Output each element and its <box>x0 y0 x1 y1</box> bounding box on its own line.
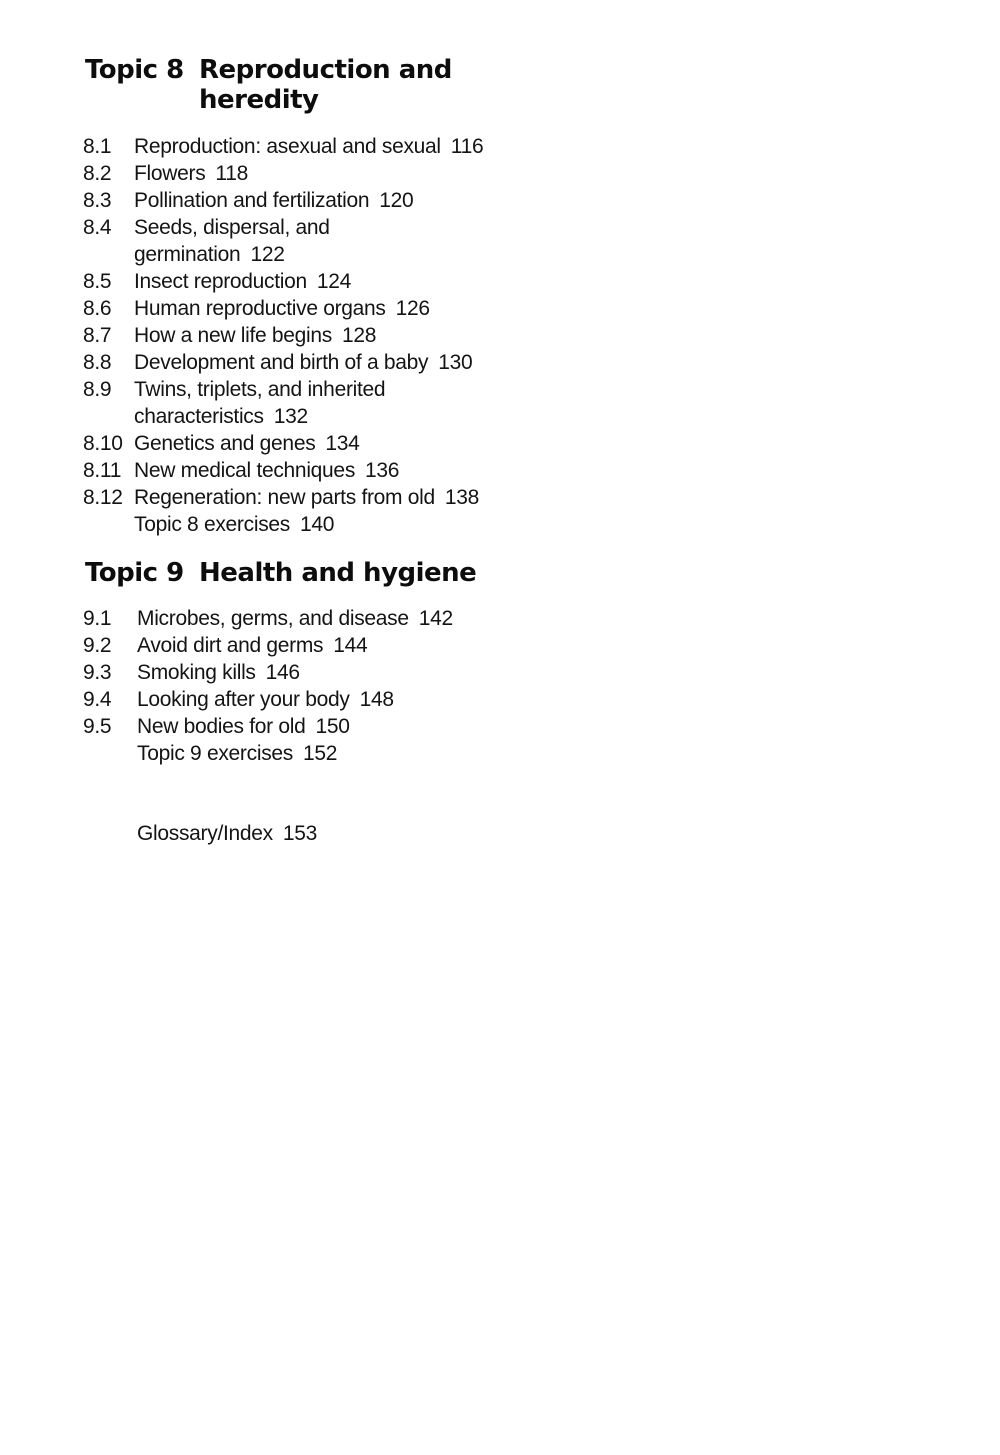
contents-entry-exercises[interactable] <box>83 511 534 538</box>
section-title: Genetics and genes <box>134 432 316 455</box>
page-number: 134 <box>325 432 360 455</box>
section-number: 9.1 <box>83 607 112 630</box>
contents-entry[interactable] <box>83 376 534 430</box>
page-number: 122 <box>250 243 285 266</box>
contents-entry[interactable] <box>83 322 534 349</box>
page-number: 132 <box>273 405 308 428</box>
section-title: Smoking kills <box>137 661 256 684</box>
contents-entry[interactable] <box>83 713 497 740</box>
topic-label: Topic 8 <box>85 55 184 85</box>
section-title: Microbes, germs, and disease <box>137 607 409 630</box>
contents-entry[interactable] <box>83 268 534 295</box>
section-title: Pollination and fertilization <box>134 189 370 212</box>
section-number: 8.9 <box>83 378 112 401</box>
topic-title: Reproduction and heredity <box>199 55 452 115</box>
section-title: Human reproductive organs <box>134 297 386 320</box>
section-title: New bodies for old <box>137 715 306 738</box>
section-title: Development and birth of a baby <box>134 351 429 374</box>
page-number: 118 <box>215 162 249 185</box>
contents-entry-exercises[interactable] <box>83 740 497 767</box>
contents-entry[interactable] <box>83 632 497 659</box>
page-number: 126 <box>395 297 430 320</box>
section-number: 8.5 <box>83 270 112 293</box>
page-number: 144 <box>333 634 368 657</box>
contents-entry[interactable] <box>83 295 534 322</box>
topic-9-contents-list <box>83 605 497 767</box>
section-number: 8.2 <box>83 162 112 185</box>
section-number: 8.10 <box>83 432 123 455</box>
section-title: Flowers <box>134 162 206 185</box>
section-number: 9.3 <box>83 661 112 684</box>
contents-entry[interactable] <box>83 349 534 376</box>
section-title: Reproduction: asexual and sexual <box>134 135 441 158</box>
contents-entry[interactable] <box>83 686 497 713</box>
contents-entry[interactable] <box>83 430 534 457</box>
section-number: 8.6 <box>83 297 112 320</box>
page-number: 150 <box>315 715 350 738</box>
contents-entry[interactable] <box>83 214 534 268</box>
page-number: 130 <box>438 351 473 374</box>
page-number: 142 <box>418 607 453 630</box>
page-number: 120 <box>379 189 414 212</box>
section-title: Looking after your body <box>137 688 350 711</box>
section-title: Twins, triplets, and inherited characteristics <box>134 378 386 428</box>
section-title: Seeds, dispersal, and germination <box>134 216 330 266</box>
contents-entry[interactable] <box>83 160 534 187</box>
contents-entry[interactable] <box>83 133 534 160</box>
page-number: 136 <box>365 459 400 482</box>
glossary-title: Glossary/Index <box>137 822 273 845</box>
contents-entry[interactable] <box>83 605 497 632</box>
section-number: 9.5 <box>83 715 112 738</box>
section-title: New medical techniques <box>134 459 356 482</box>
section-title: Regeneration: new parts from old <box>134 486 435 509</box>
contents-entry[interactable] <box>83 484 534 511</box>
section-number: 8.11 <box>83 459 122 482</box>
section-title: How a new life begins <box>134 324 332 347</box>
section-title: Topic 8 exercises <box>134 513 290 536</box>
page-number: 138 <box>444 486 480 509</box>
topic-title: Health and hygiene <box>199 558 477 588</box>
page-number: 152 <box>302 742 338 765</box>
section-number: 8.7 <box>83 324 112 347</box>
page-number: 124 <box>316 270 352 293</box>
page-number: 128 <box>341 324 377 347</box>
page-number: 140 <box>299 513 335 536</box>
page-number: 116 <box>450 135 484 158</box>
page-number: 146 <box>265 661 300 684</box>
page-number: 153 <box>282 822 317 845</box>
section-number: 9.4 <box>83 688 112 711</box>
glossary-index-entry[interactable] <box>137 820 317 847</box>
section-title: Topic 9 exercises <box>137 742 293 765</box>
contents-entry[interactable] <box>83 187 534 214</box>
section-number: 8.4 <box>83 216 112 239</box>
page-number: 148 <box>359 688 394 711</box>
section-title: Avoid dirt and germs <box>137 634 324 657</box>
section-number: 8.1 <box>83 135 112 158</box>
contents-entry[interactable] <box>83 457 534 484</box>
topic-8-contents-list <box>83 133 534 538</box>
section-number: 8.3 <box>83 189 112 212</box>
section-number: 8.8 <box>83 351 112 374</box>
section-title: Insect reproduction <box>134 270 307 293</box>
section-number: 8.12 <box>83 486 123 509</box>
topic-label: Topic 9 <box>85 558 184 588</box>
contents-entry[interactable] <box>83 659 497 686</box>
section-number: 9.2 <box>83 634 112 657</box>
